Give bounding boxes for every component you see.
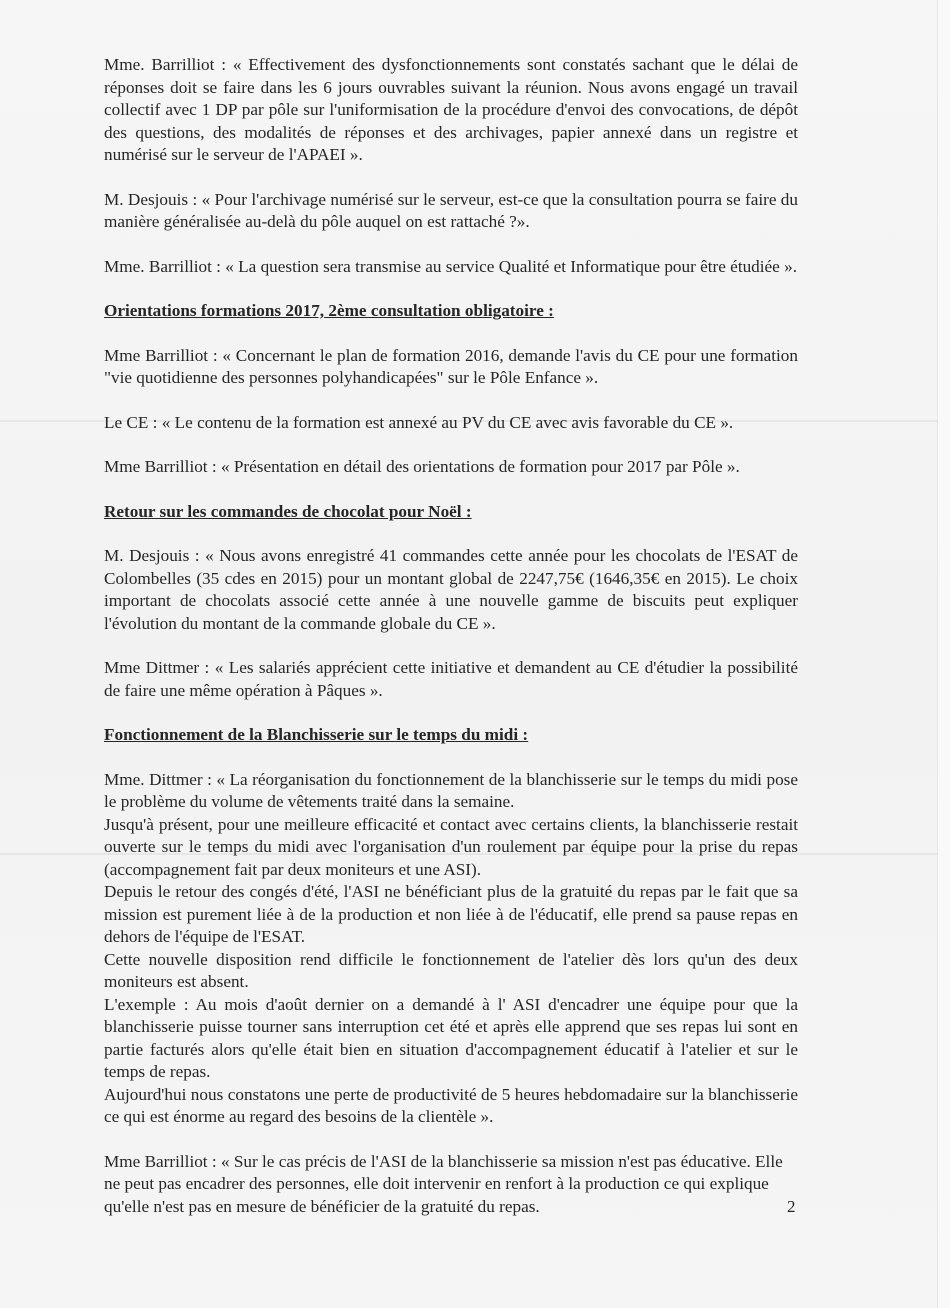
section-heading-orientations-formations: Orientations formations 2017, 2ème consultation obligatoire : <box>104 301 554 320</box>
section-heading-commandes-chocolat: Retour sur les commandes de chocolat pour Noël : <box>104 501 472 521</box>
text-line: Jusqu'à présent, pour une meilleure efficacité et contact avec certains clients, la blanchisserie restait ouverte sur le temps du midi avec l'organisation d'un roulement par équipe pour la prise du repas (accompagnement fait par deux moniteurs et une ASI). <box>104 814 798 879</box>
text-line: Cette nouvelle disposition rend difficile le fonctionnement de l'atelier dès lors qu'un des deux moniteurs est absent. <box>104 949 798 991</box>
page-number: 2 <box>787 1197 796 1216</box>
text-line: L'exemple : Au mois d'août dernier on a demandé à l' ASI d'encadrer une équipe pour que la blanchisserie puisse tourner sans interruption cet été et après elle apprend que ses repas lui sont en partie facturés alors qu'elle était bien en situation d'accompagnement éducatif à l'atelier et sur le temps de repas. <box>104 994 798 1081</box>
paragraph-barrilliot-plan-formation: Mme Barrilliot : « Concernant le plan de formation 2016, demande l'avis du CE pour une formation "vie quotidienne des personnes polyhandicapées" sur le Pôle Enfance ». <box>104 345 798 387</box>
section-heading-blanchisserie: Fonctionnement de la Blanchisserie sur le temps du midi : <box>104 725 529 744</box>
paragraph-desjouis-archivage: M. Desjouis : « Pour l'archivage numérisé sur le serveur, est-ce que la consultation pourra se faire du manière généralisée au-delà du pôle auquel on est rattaché ?». <box>104 189 798 231</box>
paragraph-barrilliot-question: Mme. Barrilliot : « La question sera transmise au service Qualité et Informatique pour être étudiée ». <box>104 256 797 276</box>
paragraph-desjouis-commandes: M. Desjouis : « Nous avons enregistré 41 commandes cette année pour les chocolats de l'ESAT de Colombelles (35 cdes en 2015) pour un montant global de 2247,75€ (1646,35€ en 2015). Le choix important de chocolats associé cette année à une nouvelle gamme de biscuits peut expliquer l'évolution du montant de la commande globale du CE ». <box>104 546 798 633</box>
paragraph-barrilliot-asi: Mme Barrilliot : « Sur le cas précis de l'ASI de la blanchisserie sa mission n'est pas éducative. Elle ne peut pas encadrer des personnes, elle doit intervenir en renfort à la production ce qui explique qu'elle n'est pas en mesure de bénéficier de la gratuité du repas. <box>104 1151 783 1216</box>
text-line: Aujourd'hui nous constatons une perte de productivité de 5 heures hebdomadaire sur la blanchisserie ce qui est énorme au regard des besoins de la clientèle ». <box>104 1084 798 1126</box>
paragraph-barrilliot-presentation: Mme Barrilliot : « Présentation en détail des orientations de formation pour 2017 par Pôle ». <box>104 457 740 476</box>
text-line: Mme. Dittmer : « La réorganisation du fonctionnement de la blanchisserie sur le temps du midi pose le problème du volume de vêtements traité dans la semaine. <box>104 769 798 811</box>
document-body <box>104 54 798 1240</box>
text-line: Depuis le retour des congés d'été, l'ASI ne bénéficiant plus de la gratuité du repas par le fait que sa mission est purement liée à de la production et non liée à de l'éducatif, elle prend sa pause repas en dehors de l'équipe de l'ESAT. <box>104 882 798 946</box>
paper-edge <box>937 0 950 1308</box>
paragraph-dittmer-paques: Mme Dittmer : « Les salariés apprécient cette initiative et demandent au CE d'étudier la possibilité de faire une même opération à Pâques ». <box>104 658 798 700</box>
paragraph-ce-contenu-formation: Le CE : « Le contenu de la formation est annexé au PV du CE avec avis favorable du CE ». <box>104 412 734 432</box>
paragraph-barrilliot-dysfonctionnements: Mme. Barrilliot : « Effectivement des dysfonctionnements sont constatés sachant que le délai de réponses doit se faire dans les 6 jours ouvrables suivant la réunion. Nous avons engagé un travail collectif avec 1 DP par pôle sur l'uniformisation de la procédure d'envoi des convocations, de dépôt des questions, des modalités de réponses et des archivages, papier annexé dans un registre et numérisé sur le serveur de l'APAEI ». <box>104 55 798 164</box>
paragraph-dittmer-blanchisserie <box>104 769 798 1129</box>
